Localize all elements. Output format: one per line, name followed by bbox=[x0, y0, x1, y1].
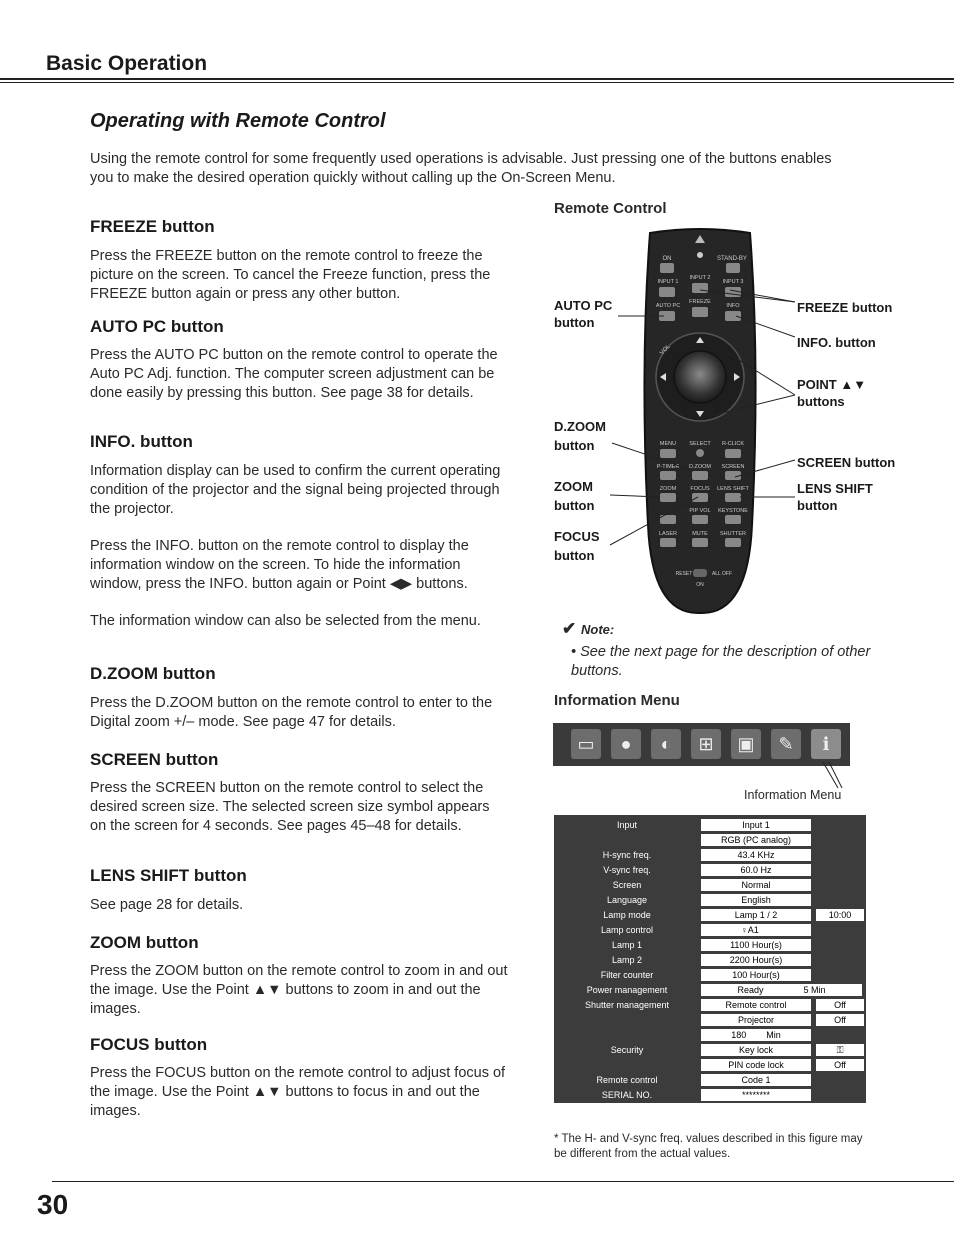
key-standby-label: STAND-BY bbox=[717, 256, 747, 262]
key-pipvol-label: PIP VOL bbox=[689, 508, 711, 514]
callout-focus: FOCUS button bbox=[554, 529, 600, 563]
callout-dzoom: D.ZOOM button bbox=[554, 419, 606, 453]
row-label: Power management bbox=[586, 985, 668, 995]
laser-key bbox=[660, 538, 676, 547]
mute-key bbox=[692, 538, 708, 547]
row-value: Code 1 bbox=[701, 1074, 811, 1086]
freeze-key bbox=[692, 307, 708, 317]
information-icon[interactable]: ℹ bbox=[811, 729, 841, 759]
key-lock-icon: ⚿ bbox=[816, 1044, 864, 1056]
row-label: Language bbox=[606, 895, 648, 905]
row-extra: Off bbox=[816, 999, 864, 1011]
dzoom-heading: D.ZOOM button bbox=[90, 664, 216, 683]
row-label: H-sync freq. bbox=[602, 850, 652, 860]
pipvol-key bbox=[692, 515, 708, 524]
key-input1-label: INPUT 1 bbox=[657, 279, 679, 285]
dzoom-body: Press the D.ZOOM button on the remote control to enter to the Digital zoom +/– mode. See page 47 for details. bbox=[90, 695, 493, 730]
key-zoom-label: ZOOM bbox=[659, 486, 677, 492]
row-label: Lamp 1 bbox=[611, 940, 643, 950]
page-title: Operating with Remote Control bbox=[90, 110, 386, 132]
autopc-key bbox=[659, 311, 675, 321]
key-on-label: ON bbox=[662, 256, 672, 262]
note-text: • See the next page for the description of other buttons. bbox=[571, 644, 871, 679]
callout-freeze: FREEZE button bbox=[797, 300, 893, 315]
row-value: ******** bbox=[701, 1089, 811, 1101]
callout-lensshift: LENS SHIFT button bbox=[797, 481, 873, 513]
color-icon: ● bbox=[611, 729, 641, 759]
reset-switch bbox=[693, 569, 707, 577]
shutter-key bbox=[725, 538, 741, 547]
freeze-body: Press the FREEZE button on the remote control to freeze the picture on the screen. To cancel the Freeze function, press the FREEZE button again or press any other button. bbox=[90, 248, 491, 302]
callout-screen: SCREEN button bbox=[797, 455, 896, 470]
key-input2-label: INPUT 2 bbox=[689, 275, 711, 281]
info-menu-title: Information Menu bbox=[554, 692, 680, 709]
display-icon: ▭ bbox=[571, 729, 601, 759]
info-body-3: The information window can also be selected from the menu. bbox=[90, 613, 481, 629]
info-key bbox=[725, 311, 741, 321]
info-heading: INFO. button bbox=[90, 432, 193, 451]
screen-icon: ⊞ bbox=[691, 729, 721, 759]
note-label: Note: bbox=[581, 622, 615, 637]
on-key bbox=[660, 263, 674, 273]
focus-body: Press the FOCUS button on the remote control to adjust focus of the image. Use the Point ▲▼ buttons to focus in and out the images. bbox=[90, 1065, 506, 1119]
row-value: PIN code lock bbox=[701, 1059, 811, 1071]
key-mute-label: MUTE bbox=[692, 531, 708, 537]
info-body-2: Press the INFO. button on the remote control to display the information window on the screen. To hide the information window, press the INFO. button again or Point ◀▶ buttons. bbox=[90, 538, 469, 592]
screen-key bbox=[725, 471, 741, 480]
key-dzoom-label: D.ZOOM bbox=[689, 464, 711, 470]
key-shutter-label: SHUTTER bbox=[720, 531, 746, 537]
freeze-heading: FREEZE button bbox=[90, 217, 215, 236]
lensshift-key bbox=[725, 493, 741, 502]
row-label: Lamp 2 bbox=[611, 955, 643, 965]
row-extra: Off bbox=[816, 1059, 864, 1071]
checkmark-icon: ✔ bbox=[562, 619, 577, 638]
key-select-label: SELECT bbox=[689, 441, 711, 447]
dzoom-key bbox=[692, 471, 708, 480]
select-pad bbox=[674, 351, 726, 403]
key-input3-label: INPUT 3 bbox=[722, 279, 744, 285]
focus-key bbox=[692, 493, 708, 502]
row-label: Lamp mode bbox=[603, 910, 651, 920]
input1-key bbox=[659, 287, 675, 297]
information-table bbox=[554, 815, 866, 1103]
key-keystone-label: KEYSTONE bbox=[718, 508, 748, 514]
row-value: 100 Hour(s) bbox=[701, 969, 811, 981]
info-body-1: Information display can be used to confirm the current operating condition of the projector and the signal being projected through the projector. bbox=[90, 463, 501, 517]
key-reset-label: RESET bbox=[675, 571, 693, 577]
info-menu-caption: Information Menu bbox=[744, 788, 842, 802]
intro-paragraph: Using the remote control for some frequently used operations is advisable. Just pressing one of the buttons enables you to make the desired operation quickly without calling up the On-Screen Menu. bbox=[90, 151, 832, 186]
lensshift-heading: LENS SHIFT button bbox=[90, 866, 247, 885]
footnote: * The H- and V-sync freq. values described in this figure may be different from the actual values. bbox=[554, 1133, 863, 1160]
row-value: Projector bbox=[701, 1014, 811, 1026]
input3-key bbox=[725, 287, 741, 297]
row-value: ♀A1 bbox=[701, 924, 811, 936]
row-label: Remote control bbox=[596, 1075, 658, 1085]
zoom-body: Press the ZOOM button on the remote control to zoom in and out the image. Use the Point ▲▼ buttons to zoom in and out the images. bbox=[90, 963, 508, 1017]
zoom-key bbox=[660, 493, 676, 502]
key-vol-label: VOL bbox=[659, 343, 672, 357]
menu-key bbox=[660, 449, 676, 458]
row-label: Lamp control bbox=[600, 925, 654, 935]
key-freeze-label: FREEZE bbox=[689, 299, 711, 305]
row-value: 1100 Hour(s) bbox=[701, 939, 811, 951]
row-value: Key lock bbox=[701, 1044, 811, 1056]
callout-autopc: AUTO PC button bbox=[554, 298, 613, 330]
callout-point: POINT ▲▼ buttons bbox=[797, 377, 867, 409]
section-title: Basic Operation bbox=[46, 52, 208, 75]
row-value: 180 Min bbox=[701, 1029, 811, 1041]
row-value: 2200 Hour(s) bbox=[701, 954, 811, 966]
row-value: Remote control bbox=[701, 999, 811, 1011]
key-info-label: INFO bbox=[726, 303, 740, 309]
key-laser-label: LASER bbox=[658, 531, 678, 537]
remote-control-illustration bbox=[600, 225, 800, 620]
row-value: 60.0 Hz bbox=[701, 864, 811, 876]
key-lensshift-label: LENS SHIFT bbox=[717, 486, 749, 492]
row-label: SERIAL NO. bbox=[601, 1090, 653, 1100]
key-7 bbox=[660, 515, 676, 524]
lensshift-body: See page 28 for details. bbox=[90, 897, 244, 913]
key-autopc-label: AUTO PC bbox=[655, 303, 681, 309]
header-rule-thin bbox=[0, 82, 954, 83]
row-extra: 10:00 bbox=[816, 909, 864, 921]
key-rclick-label: R-CLICK bbox=[721, 441, 745, 447]
key-on2-label: ON bbox=[696, 582, 704, 588]
callout-info: INFO. button bbox=[797, 335, 876, 350]
row-value: Ready 5 Min bbox=[701, 984, 862, 996]
header-rule bbox=[0, 78, 954, 80]
row-value: Lamp 1 / 2 bbox=[701, 909, 811, 921]
callout-zoom: ZOOM button bbox=[554, 479, 595, 513]
row-value: Input 1 bbox=[701, 819, 811, 831]
image-icon: ◐ bbox=[651, 729, 681, 759]
setting-icon: ✎ bbox=[771, 729, 801, 759]
focus-heading: FOCUS button bbox=[90, 1035, 208, 1054]
standby-key bbox=[726, 263, 740, 273]
row-label: Security bbox=[610, 1045, 644, 1055]
remote-control-title: Remote Control bbox=[554, 200, 667, 217]
row-extra: Off bbox=[816, 1014, 864, 1026]
row-value: 43.4 KHz bbox=[701, 849, 811, 861]
footer-rule bbox=[52, 1181, 954, 1182]
input2-key bbox=[692, 283, 708, 293]
row-label: V-sync freq. bbox=[603, 865, 651, 875]
keystone-key bbox=[725, 515, 741, 524]
screen-body: Press the SCREEN button on the remote control to select the desired screen size. The selected screen size symbol appears on the screen for 4 seconds. See pages 45–48 for details. bbox=[90, 780, 490, 834]
row-value: English bbox=[701, 894, 811, 906]
row-label: Shutter management bbox=[584, 1000, 670, 1010]
screen-heading: SCREEN button bbox=[90, 750, 219, 769]
key-screen-label: SCREEN bbox=[721, 464, 745, 470]
page-number: 30 bbox=[37, 1189, 69, 1220]
rclick-key bbox=[725, 449, 741, 458]
key-focus-label: FOCUS bbox=[690, 486, 710, 492]
autopc-heading: AUTO PC button bbox=[90, 317, 224, 336]
select-key bbox=[696, 449, 704, 457]
row-label: Screen bbox=[612, 880, 642, 890]
sound-icon: ▣ bbox=[731, 729, 761, 759]
key-menu-label: MENU bbox=[659, 441, 677, 447]
row-label: Input bbox=[616, 820, 638, 830]
key-ptimer-label: P-TIMER bbox=[656, 464, 680, 470]
ptimer-key bbox=[660, 471, 676, 480]
row-label: Filter counter bbox=[600, 970, 654, 980]
lamp-icon: ♀ bbox=[741, 925, 748, 935]
autopc-body: Press the AUTO PC button on the remote control to operate the Auto PC Adj. function. The computer screen adjustment can be done easily by pressing this button. See page 38 for details. bbox=[90, 347, 498, 401]
key-alloff-label: ALL OFF bbox=[711, 571, 733, 577]
row-value: Normal bbox=[701, 879, 811, 891]
menu-icon-bar bbox=[553, 723, 850, 766]
zoom-heading: ZOOM button bbox=[90, 933, 199, 952]
row-value: RGB (PC analog) bbox=[701, 834, 811, 846]
